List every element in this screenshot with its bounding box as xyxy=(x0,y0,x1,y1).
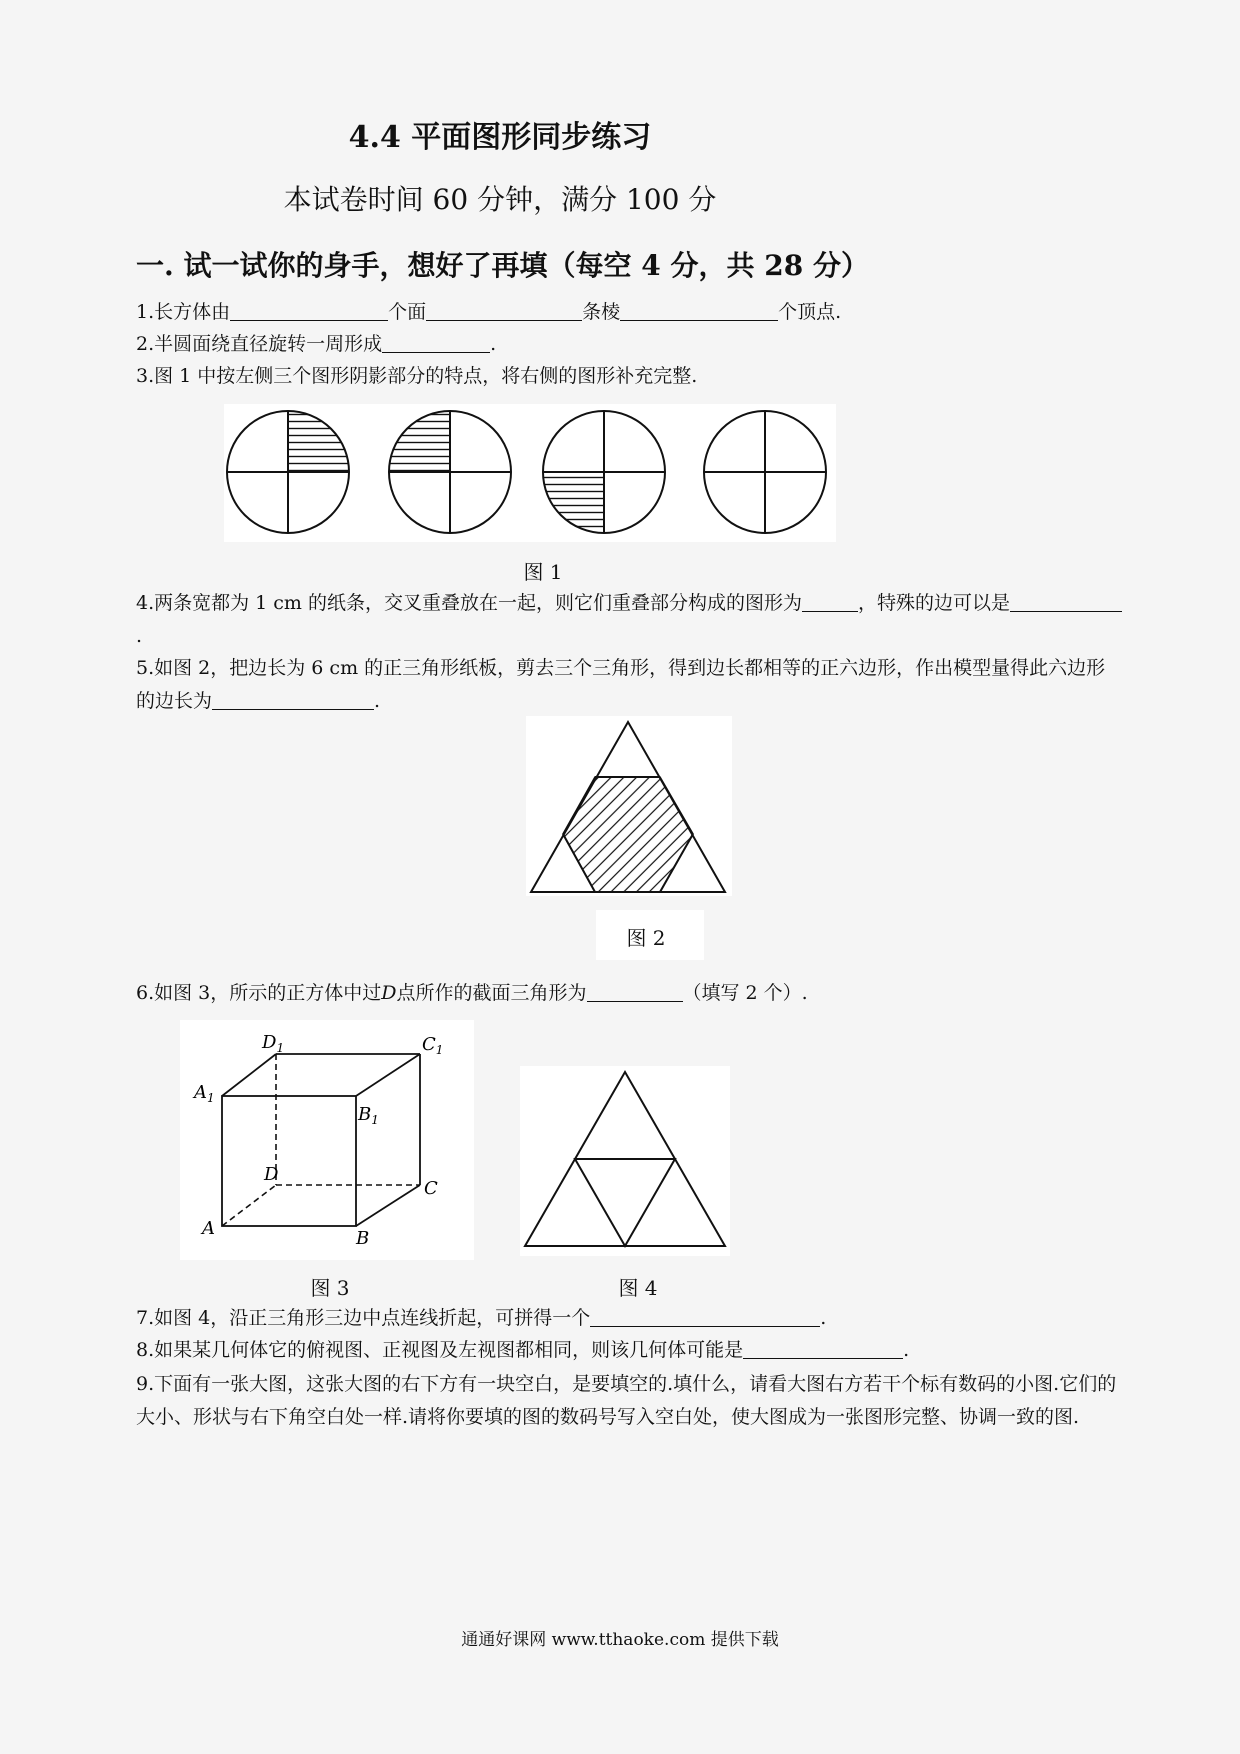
label-b1: $B_1$ xyxy=(358,1104,379,1127)
q4-blank-1[interactable] xyxy=(802,589,858,612)
q1-text-d: 个顶点. xyxy=(778,301,842,323)
question-7 xyxy=(136,1302,826,1335)
page-title: 4.4 平面图形同步练习 xyxy=(348,120,652,155)
question-5 xyxy=(136,652,1122,718)
q5-blank[interactable] xyxy=(212,687,374,710)
q8-text-a: 8.如果某几何体它的俯视图、正视图及左视图都相同，则该几何体可能是 xyxy=(136,1339,744,1361)
fig1-circle-3 xyxy=(543,411,665,533)
footer-source: 通通好课网 www.tthaoke.com 提供下载 xyxy=(461,1630,779,1650)
label-c1: $C_1$ xyxy=(422,1034,444,1057)
label-a: A xyxy=(202,1218,215,1239)
fig1-circle-1 xyxy=(227,411,349,533)
q4-text-a: 4.两条宽都为 1 cm 的纸条，交叉重叠放在一起，则它们重叠部分构成的图形为 xyxy=(136,592,802,614)
figure-1 xyxy=(224,404,836,542)
figure-3-cube xyxy=(180,1020,474,1260)
label-a1: $A_1$ xyxy=(194,1082,215,1105)
question-8 xyxy=(136,1334,909,1367)
q1-blank-3[interactable] xyxy=(620,298,778,321)
section-heading: 一. 试一试你的身手，想好了再填（每空 4 分，共 28 分） xyxy=(136,249,869,282)
q1-blank-1[interactable] xyxy=(230,298,388,321)
q1-text-a: 1.长方体由 xyxy=(136,301,231,323)
question-4 xyxy=(136,587,1122,653)
q2-blank[interactable] xyxy=(382,330,490,353)
question-9: 9.下面有一张大图，这张大图的右下方有一块空白，是要填空的.填什么，请看大图右方若干个标有数码的小图.它们的大小、形状与右下角空白处一样.请将你要填的图的数码号写入空白处，使大图成为一张图形完整、协调一致的图. xyxy=(136,1373,1117,1428)
figure-4 xyxy=(520,1066,730,1256)
fig1-circle-2 xyxy=(389,411,511,533)
figure-2 xyxy=(526,716,732,896)
q1-text-c: 条棱 xyxy=(582,301,621,323)
q6-text-c: （填写 2 个）. xyxy=(682,982,808,1004)
question-2 xyxy=(136,328,496,361)
q6-text-a: 6.如图 3，所示的正方体中过 xyxy=(136,982,382,1004)
figure-1-caption: 图 1 xyxy=(523,560,563,584)
q5-text-a: 5.如图 2，把边长为 6 cm 的正三角形纸板，剪去三个三角形，得到边长都相等的正六边形，作出模型量得此六边形的边长为 xyxy=(136,657,1106,712)
q6-text-b: 点所作的截面三角形为 xyxy=(396,982,587,1004)
q1-text-b: 个面 xyxy=(388,301,427,323)
q7-text-a: 7.如图 4，沿正三角形三边中点连线折起，可拼得一个 xyxy=(136,1307,591,1329)
exam-info: 本试卷时间 60 分钟，满分 100 分 xyxy=(283,183,717,216)
q1-blank-2[interactable] xyxy=(426,298,582,321)
q6-blank[interactable] xyxy=(587,979,683,1002)
q5-text-b: . xyxy=(374,690,381,712)
q6-point-d: D xyxy=(381,982,397,1004)
q2-text-a: 2.半圆面绕直径旋转一周形成 xyxy=(136,333,383,355)
q8-text-b: . xyxy=(903,1339,910,1361)
q4-blank-2[interactable] xyxy=(1010,589,1122,612)
label-d1: $D_1$ xyxy=(262,1032,285,1055)
question-6 xyxy=(136,977,808,1010)
figure-4-caption: 图 4 xyxy=(618,1276,658,1300)
q8-blank[interactable] xyxy=(743,1336,903,1359)
q7-blank[interactable] xyxy=(590,1304,820,1327)
label-d: D xyxy=(264,1164,279,1185)
q7-text-b: . xyxy=(820,1307,827,1329)
q2-text-b: . xyxy=(490,333,497,355)
q4-text-b: ，特殊的边可以是 xyxy=(858,592,1011,614)
question-1 xyxy=(136,296,841,329)
figure-3-caption: 图 3 xyxy=(310,1276,350,1300)
question-3: 3.图 1 中按左侧三个图形阴影部分的特点，将右侧的图形补充完整. xyxy=(136,365,698,387)
fig1-circle-4 xyxy=(704,411,826,533)
figure-2-caption: 图 2 xyxy=(626,926,666,950)
label-b: B xyxy=(356,1228,370,1249)
q4-text-c: . xyxy=(136,625,143,647)
label-c: C xyxy=(424,1178,438,1199)
